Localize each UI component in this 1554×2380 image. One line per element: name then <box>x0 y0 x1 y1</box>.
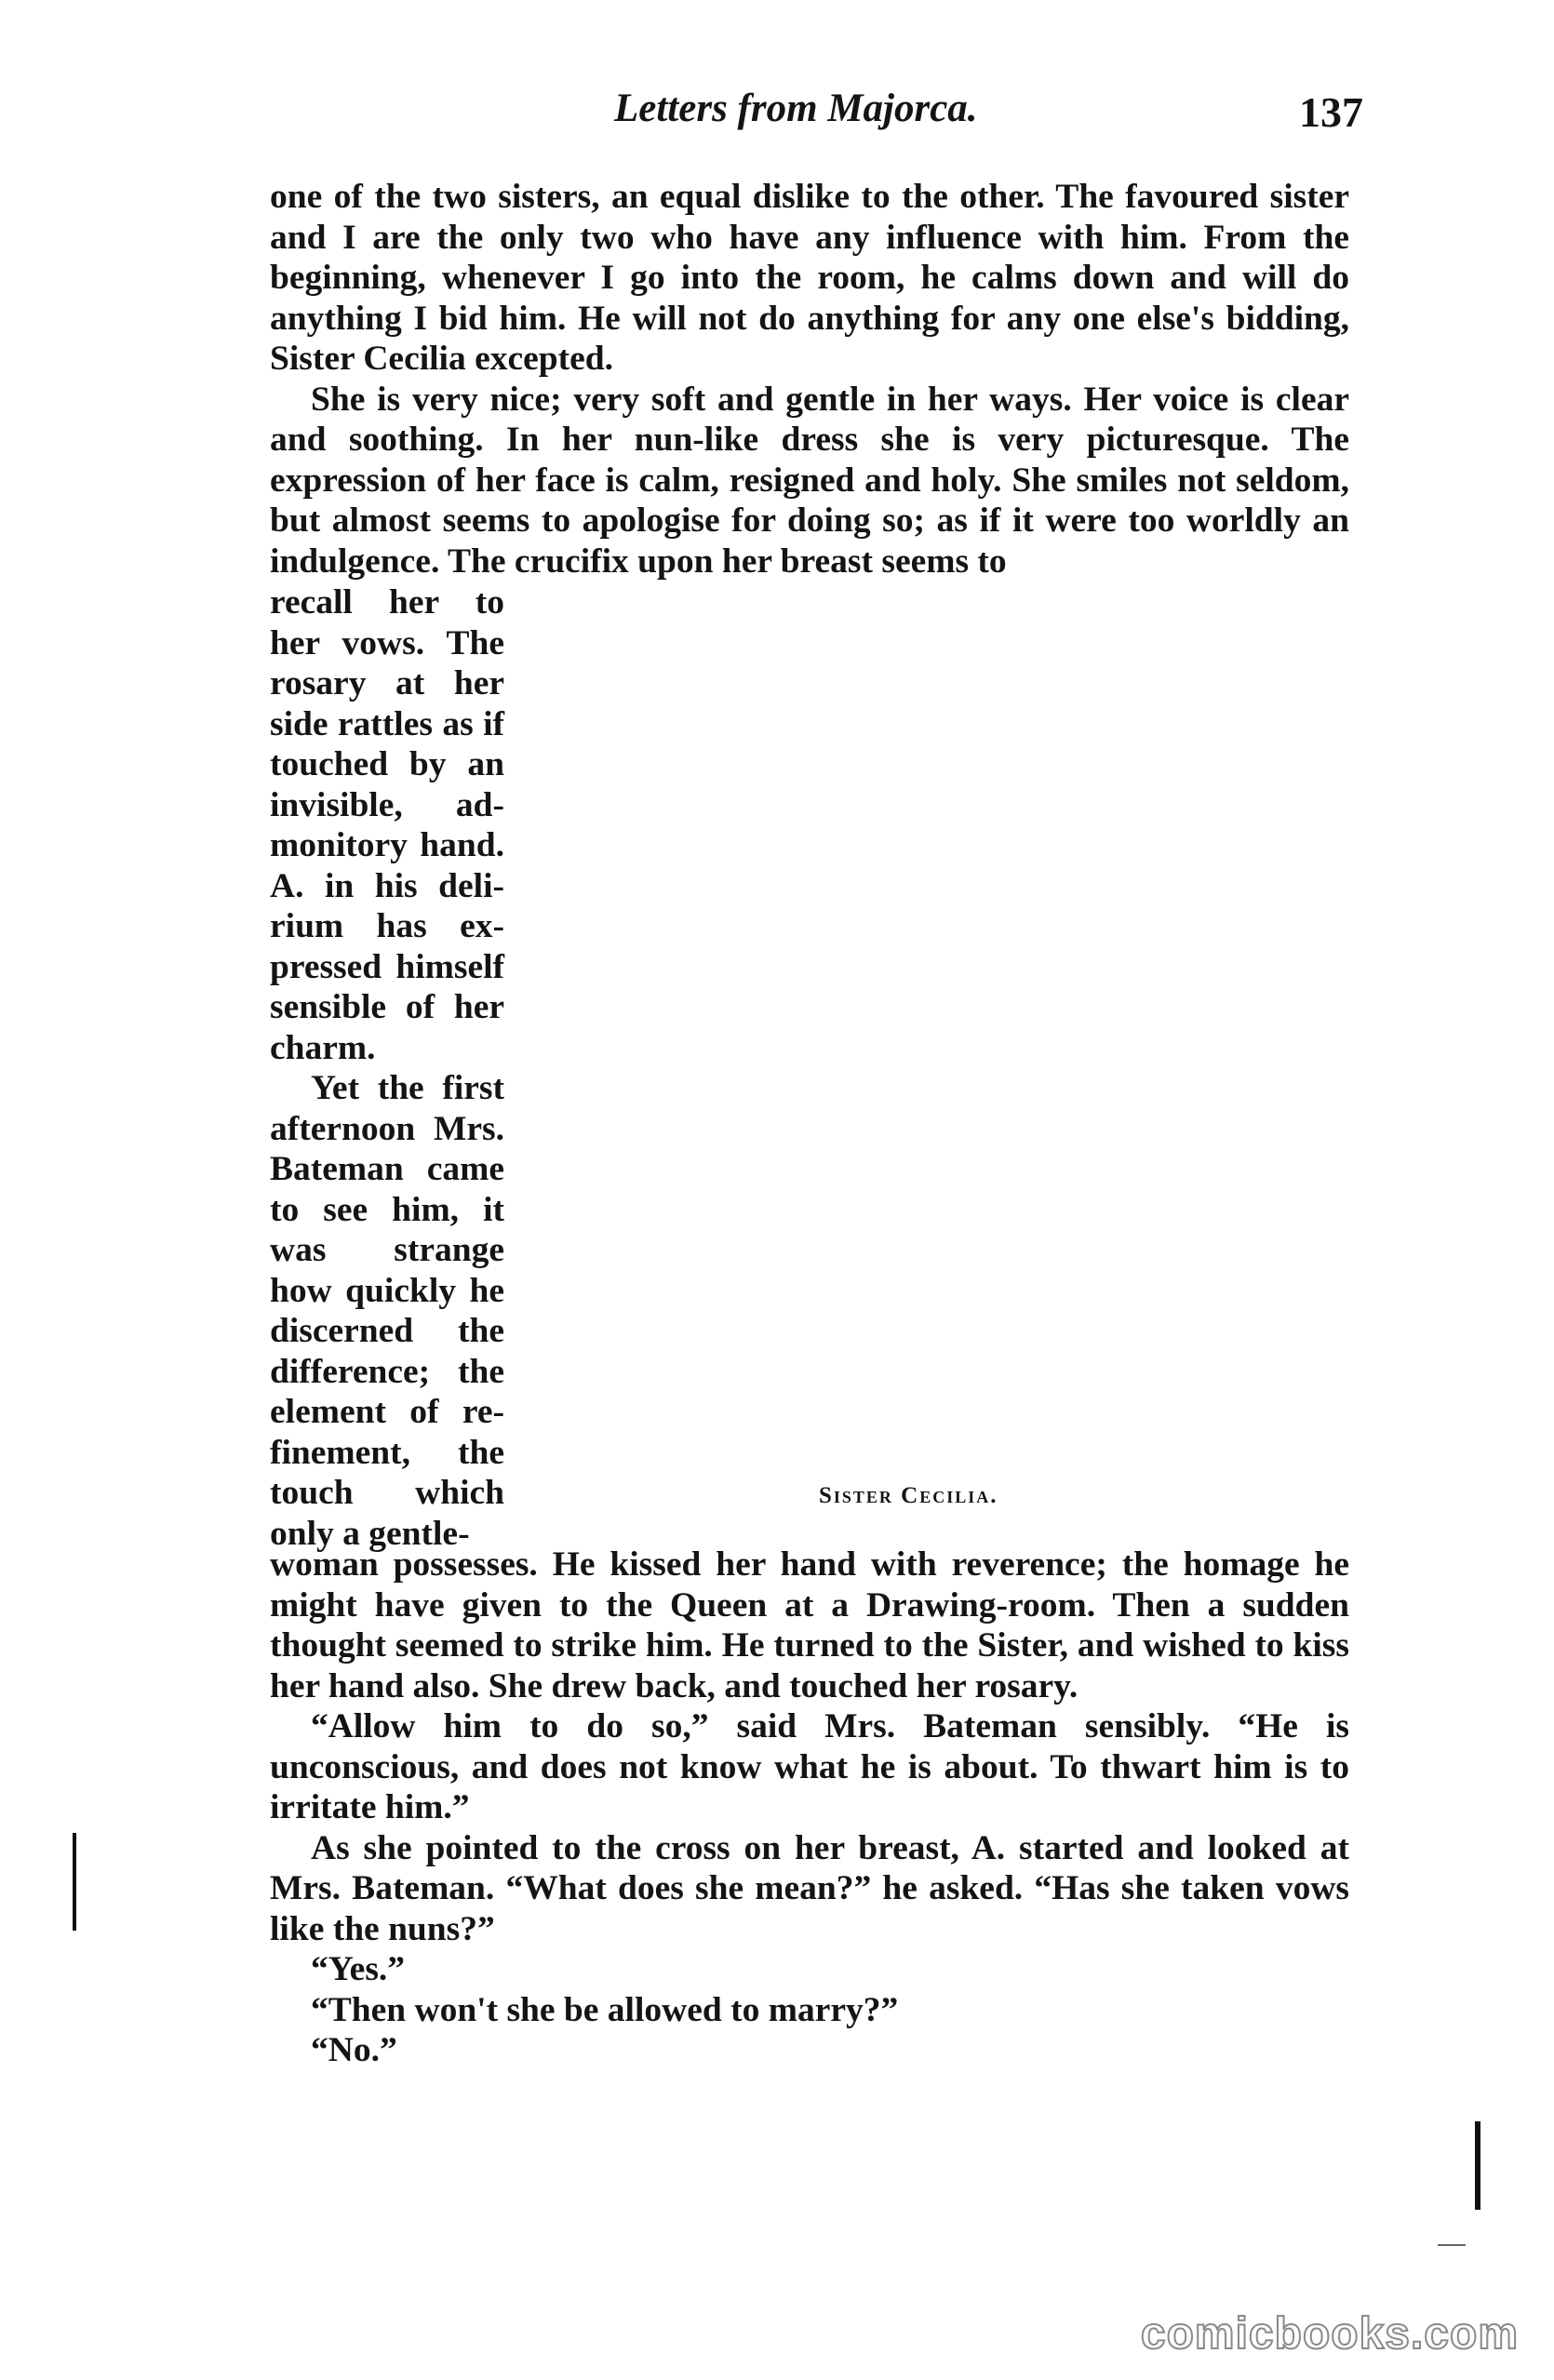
scan-margin-mark-right <box>1475 2121 1480 2210</box>
scan-margin-mark-left <box>73 1833 76 1931</box>
narrow-paragraph-1: recall her to her vows. The rosary at her side rattles as if touched by an invisible, admonitory hand. A. in his delirium has expressed himself sensible of her charm. <box>270 583 504 1067</box>
dialog-no: “No.” <box>311 2031 397 2069</box>
dialog-yes: “Yes.” <box>311 1950 406 1988</box>
dialog-marry: “Then won't she be allowed to marry?” <box>311 1990 899 2029</box>
bottom-text-block <box>270 1544 1349 2071</box>
top-text-block <box>270 177 1349 582</box>
page-header <box>270 86 1363 151</box>
paragraph-allow-him: “Allow him to do so,” said Mrs. Bateman sensibly. “He is unconscious, and does not know what he is about. To thwart him is to irritate him.” <box>270 1707 1349 1826</box>
site-watermark: comicbooks.com <box>1140 2309 1519 2359</box>
scan-margin-dash <box>1438 2244 1466 2246</box>
running-title: Letters from Majorca. <box>614 87 978 130</box>
page-number: 137 <box>1299 88 1363 136</box>
paragraph-kissed-hand: woman possesses. He kissed her hand with reverence; the homage he might have given to the Queen at a Drawing-room. Then a sudden thought seemed to strike him. He turned to the Sister, and wished to kiss her hand also. She drew back, and touched her rosary. <box>270 1545 1349 1705</box>
illustration-space <box>521 582 1349 1518</box>
paragraph-cross: As she pointed to the cross on her breast, A. started and looked at Mrs. Bateman. “What does she mean?” he asked. “Has she taken vows like the nuns?” <box>270 1828 1349 1948</box>
paragraph-sister-description: She is very nice; very soft and gentle in her ways. Her voice is clear and soothing. In her nun-like dress she is very picturesque. The expression of her face is calm, resigned and holy. She smiles not seldom, but almost seems to apologise for doing so; as if it were too worldly an indulgence. The crucifix upon her breast seems to <box>270 380 1349 581</box>
narrow-column-text <box>270 582 504 1554</box>
illustration-caption: Sister Cecilia. <box>819 1483 998 1508</box>
narrow-paragraph-2: Yet the first afternoon Mrs. Bateman came to see him, it was strange how quickly he discerned the difference; the element of refinement, the touch which only a gentle- <box>270 1069 504 1553</box>
paragraph-continuation: one of the two sisters, an equal dislike to the other. The favoured sister and I are the only two who have any influence with him. From the beginning, whenever I go into the room, he calms down and will do anything I bid him. He will not do anything for any one else's bidding, Sister Cecilia excepted. <box>270 178 1349 378</box>
